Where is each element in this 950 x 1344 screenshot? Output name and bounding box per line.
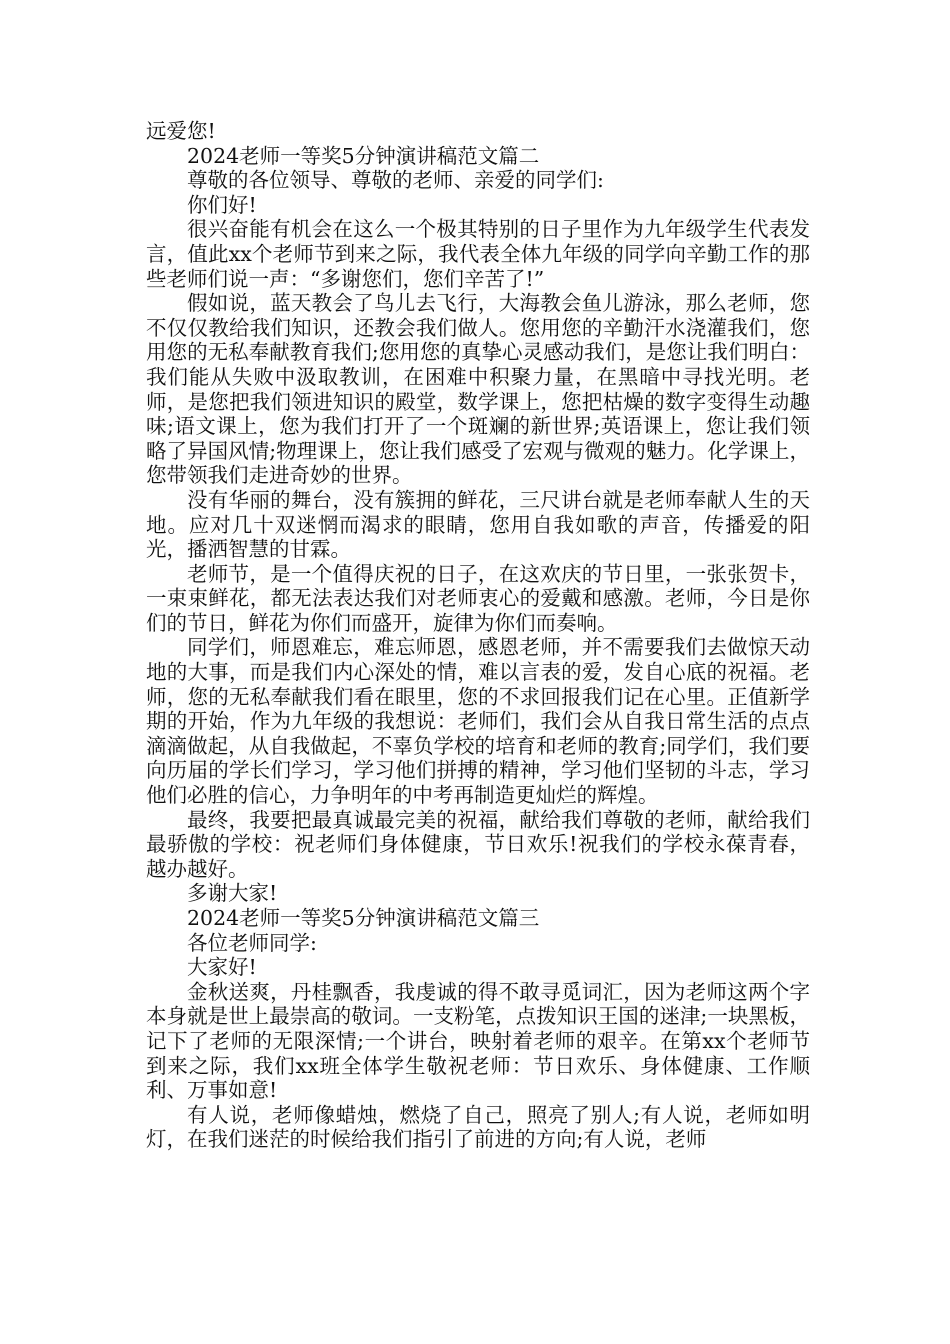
salutation: 尊敬的各位领导、尊敬的老师、亲爱的同学们: bbox=[187, 168, 604, 193]
thanks-line: 多谢大家! bbox=[187, 881, 278, 906]
paragraph: 很兴奋能有机会在这么一个极其特别的日子里作为九年级学生代表发言，值此xx个老师节到来之际，我代表全体九年级的同学向辛勤工作的那些老师们说一声：“多谢您们，您们辛苦了!” bbox=[146, 217, 810, 291]
paragraph: 金秋送爽，丹桂飘香，我虔诚的得不敢寻觅词汇，因为老师这两个字本身就是世上最崇高的敬词。一支粉笔，点拨知识王国的迷津;一块黑板，记下了老师的无限深情;一个讲台，映射着老师的艰辛。在第xx个老师节到来之际，我们xx班全体学生敬祝老师：节日欢乐、身体健康、工作顺利、万事如意! bbox=[146, 979, 810, 1103]
paragraph: 假如说，蓝天教会了鸟儿去飞行，大海教会鱼儿游泳，那么老师，您不仅仅教给我们知识，还教会我们做人。您用您的辛勤汗水浇灌我们，您用您的无私奉献教育我们;您用您的真挚心灵感动我们，是您让我们明白：我们能从失败中汲取教训，在困难中积聚力量，在黑暗中寻找光明。老师，是您把我们领进知识的殿堂，数学课上，您把枯燥的数字变得生动趣味;语文课上，您为我们打开了一个斑斓的新世界;英语课上，您让我们领略了异国风情;物理课上，您让我们感受了宏观与微观的魅力。化学课上，您带领我们走进奇妙的世界。 bbox=[146, 291, 810, 488]
paragraph: 同学们，师恩难忘，难忘师恩，感恩老师，并不需要我们去做惊天动地的大事，而是我们内心深处的情，难以言表的爱，发自心底的祝福。老师，您的无私奉献我们看在眼里，您的不求回报我们记在心里。正值新学期的开始，作为九年级的我想说：老师们，我们会从自我日常生活的点点滴滴做起，从自我做起，不辜负学校的培育和老师的教育;同学们，我们要向历届的学长们学习，学习他们拼搏的精神，学习他们坚韧的斗志，学习他们必胜的信心，力争明年的中考再制造更灿烂的辉煌。 bbox=[146, 635, 810, 808]
paragraph: 有人说，老师像蜡烛，燃烧了自己，照亮了别人;有人说，老师如明灯，在我们迷茫的时候给我们指引了前进的方向;有人说，老师 bbox=[146, 1102, 810, 1152]
paragraph: 老师节，是一个值得庆祝的日子，在这欢庆的节日里，一张张贺卡，一束束鲜花，都无法表达我们对老师衷心的爱戴和感激。老师，今日是你们的节日，鲜花为你们而盛开，旋律为你们而奏响。 bbox=[146, 561, 810, 635]
paragraph-closing-line: 远爱您! bbox=[146, 119, 216, 143]
salutation: 各位老师同学: bbox=[187, 930, 317, 955]
greeting: 大家好! bbox=[187, 955, 257, 980]
section-heading-3: 2024老师一等奖5分钟演讲稿范文篇三 bbox=[187, 906, 540, 930]
section-heading-2: 2024老师一等奖5分钟演讲稿范文篇二 bbox=[187, 143, 540, 168]
greeting: 你们好! bbox=[187, 192, 257, 217]
document-page bbox=[146, 119, 810, 1152]
paragraph: 没有华丽的舞台，没有簇拥的鲜花，三尺讲台就是老师奉献人生的天地。应对几十双迷惘而渴求的眼睛，您用自我如歌的声音，传播爱的阳光，播洒智慧的甘霖。 bbox=[146, 487, 810, 562]
paragraph: 最终，我要把最真诚最完美的祝福，献给我们尊敬的老师，献给我们最骄傲的学校：祝老师们身体健康，节日欢乐!祝我们的学校永葆青春，越办越好。 bbox=[146, 807, 810, 881]
